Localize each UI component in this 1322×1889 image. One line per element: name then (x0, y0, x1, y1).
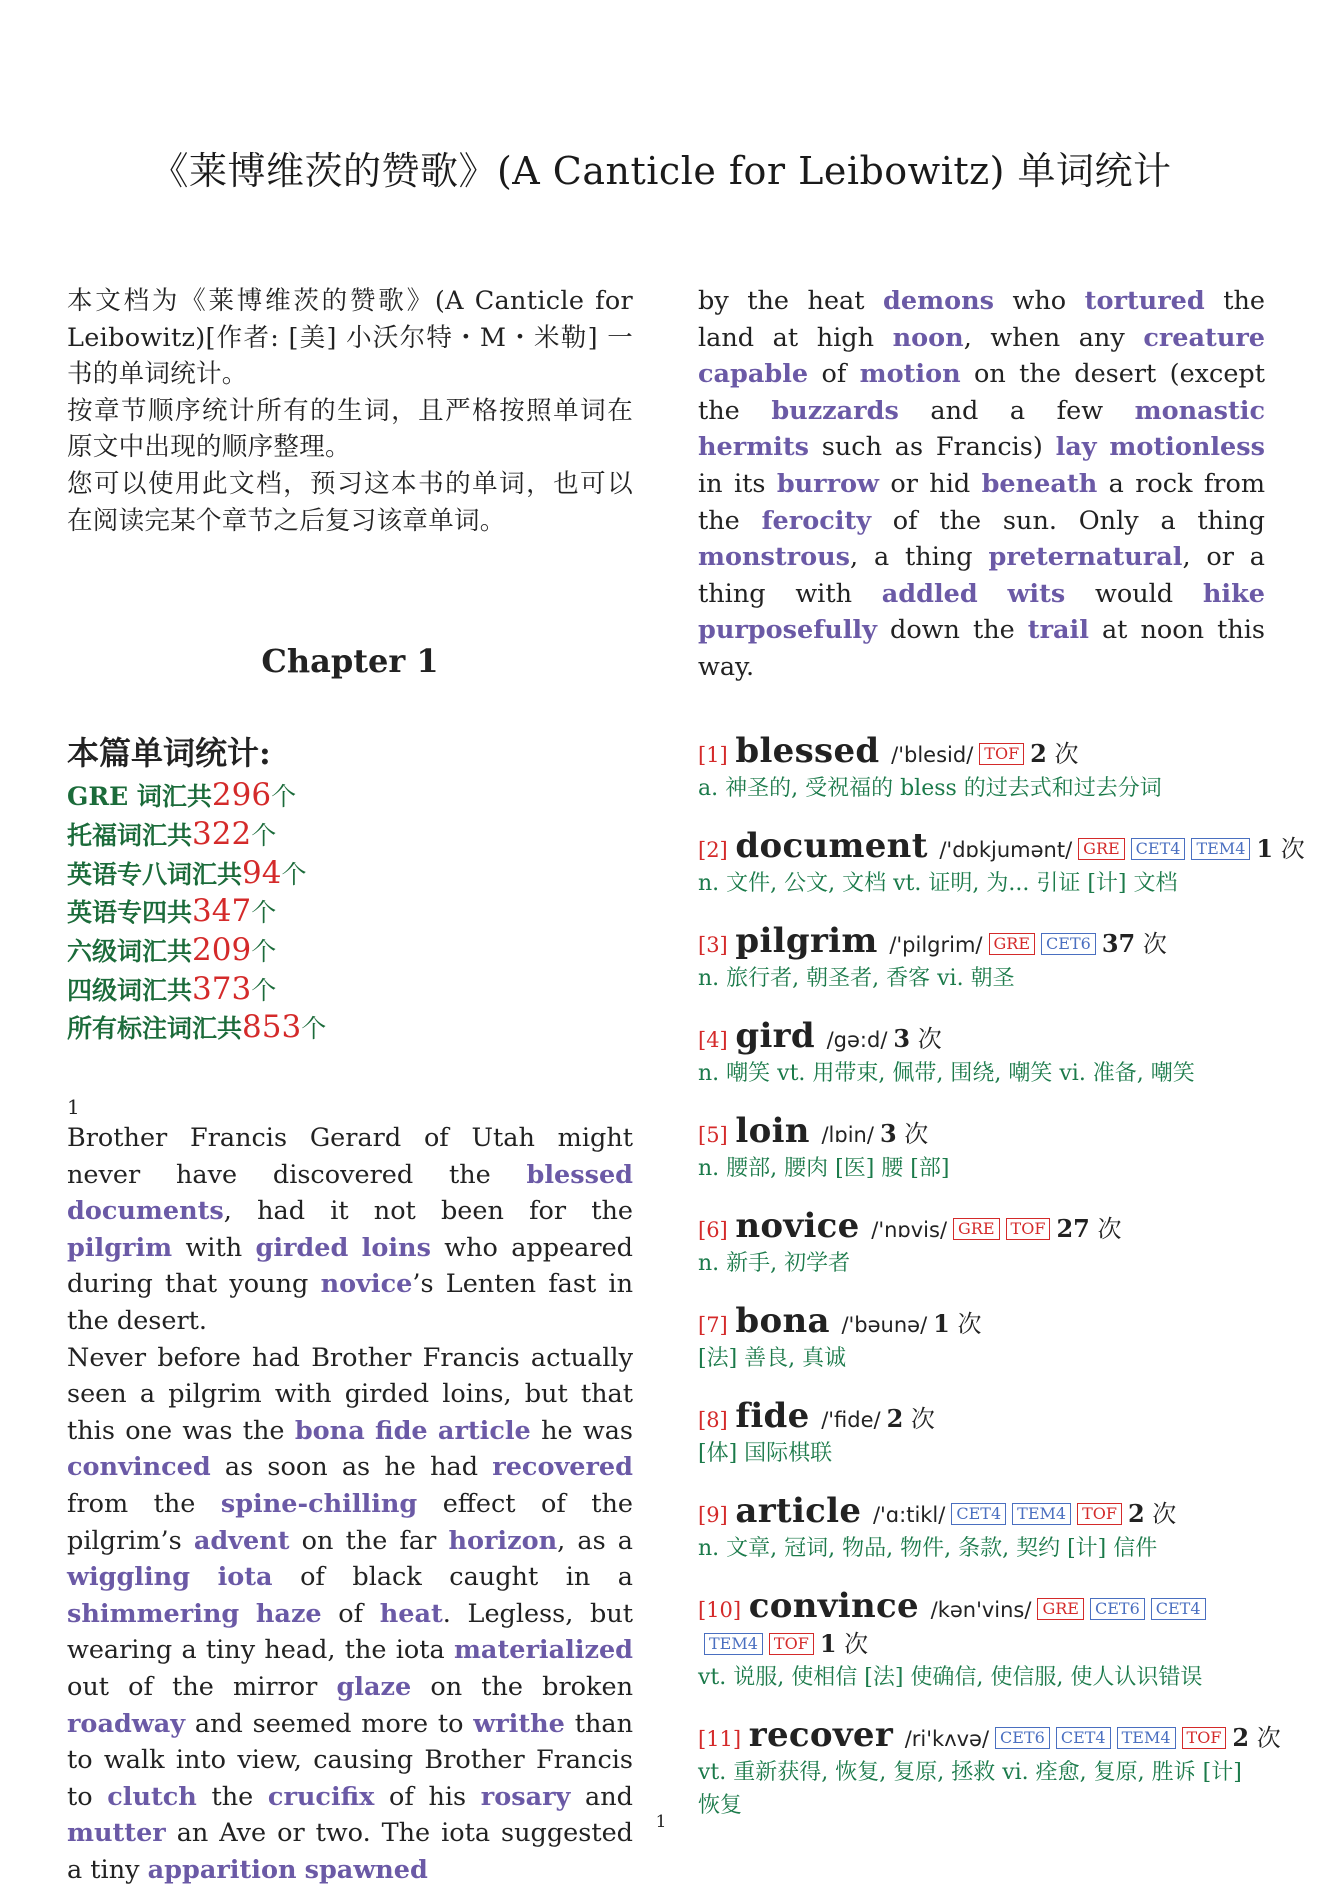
highlighted-word: shimmering (67, 1598, 240, 1629)
vocab-word: document (735, 825, 928, 866)
vocab-count: 27 (1056, 1213, 1090, 1243)
vocab-count: 37 (1101, 928, 1136, 958)
highlighted-word: writhe (473, 1708, 565, 1739)
vocab-entry (698, 1395, 1265, 1470)
paragraph-number: 1 (67, 1095, 80, 1120)
vocab-definition: n. 旅行者, 朝圣者, 香客 vi. 朝圣 (698, 965, 1015, 991)
vocab-definition: [体] 国际棋联 (698, 1440, 833, 1466)
highlighted-word: creature (1143, 322, 1266, 353)
stat-count: 209 (192, 931, 252, 968)
stat-count: 373 (192, 970, 252, 1007)
exam-tag: TEM4 (1117, 1727, 1176, 1749)
vocab-frequency: 1 次 (933, 1308, 982, 1338)
vocab-word: fide (735, 1395, 810, 1436)
stat-line (67, 893, 633, 932)
page-number: 1 (655, 1812, 667, 1832)
vocab-frequency: 37 次 (1101, 928, 1167, 958)
highlighted-word: monstrous (698, 542, 851, 573)
vocab-frequency: 1 次 (1256, 833, 1305, 863)
vocab-frequency: 2 次 (1127, 1498, 1177, 1528)
vocab-definition: n. 文章, 冠词, 物品, 物件, 条款, 契约 [计] 信件 (698, 1535, 1158, 1561)
document-title: 《莱博维茨的赞歌》(A Canticle for Leibowitz) 单词统计 (150, 149, 1172, 193)
exam-tag: GRE (953, 1218, 1000, 1240)
exam-tag: CET4 (951, 1503, 1006, 1525)
highlighted-word: iota (217, 1562, 273, 1593)
chapter-heading: Chapter 1 (261, 642, 439, 681)
highlighted-word: recovered (492, 1452, 633, 1483)
vocab-index: [7] (698, 1312, 728, 1337)
left-column (67, 283, 633, 1889)
highlighted-word: materialized (453, 1635, 633, 1666)
intro-line: 本文档为《莱博维茨的赞歌》(A Canticle for Leibowitz)[作者: [美] 小沃尔特・M・米勒] 一书的单词统计。 (67, 286, 633, 390)
highlighted-word: wiggling (67, 1562, 191, 1593)
highlighted-word: mutter (67, 1818, 166, 1849)
stats-list (67, 777, 633, 1048)
highlighted-word: beneath (981, 468, 1098, 499)
stat-label: 英语专四共 (67, 898, 193, 928)
exam-tag: TOF (979, 743, 1024, 765)
vocab-word: pilgrim (735, 920, 878, 961)
stat-unit: 个 (281, 859, 307, 889)
exam-tag: TEM4 (1012, 1503, 1071, 1525)
vocab-phonetic: /'bəunə/ (841, 1312, 928, 1337)
vocab-head (698, 1714, 1281, 1756)
vocab-phonetic: /'ɑ:tikl/ (872, 1502, 946, 1527)
vocab-frequency: 2 次 (1030, 738, 1079, 768)
vocab-frequency: 3 次 (879, 1118, 929, 1148)
intro-block (67, 283, 633, 539)
vocab-count: 2 (1030, 738, 1047, 768)
story-text-right: by the heat demons who tortured the land at high noon, when any creature capable of motion on the desert (except the buzzards and a few monastic hermits such as Francis) lay motionless in its burrow or hid beneath a rock from the ferocity of the sun. Only a thing monstrous, a thing preternatural, or a thing with addled wits would hike purposefully down the trail at noon this way. (698, 286, 1266, 682)
vocab-index: [6] (698, 1217, 728, 1242)
exam-tag: CET4 (1151, 1598, 1206, 1620)
highlighted-word: advent (193, 1525, 290, 1556)
intro-line: 您可以使用此文档，预习这本书的单词，也可以在阅读完某个章节之后复习该章单词。 (67, 468, 633, 536)
exam-tag: CET4 (1131, 838, 1186, 860)
stat-unit: 个 (251, 975, 277, 1005)
vocab-definition: n. 新手, 初学者 (698, 1250, 851, 1276)
vocab-phonetic: /kən'vins/ (930, 1597, 1032, 1622)
stat-line (67, 932, 633, 971)
vocab-head (698, 825, 1305, 867)
highlighted-word: tortured (1084, 286, 1205, 316)
exam-tag: CET6 (1090, 1598, 1145, 1620)
stat-label: 六级词汇共 (67, 936, 193, 966)
highlighted-word: ferocity (761, 505, 872, 536)
vocab-count: 2 (1127, 1498, 1145, 1528)
highlighted-word: noon (892, 322, 964, 353)
highlighted-word: spine-chilling (220, 1489, 418, 1520)
highlighted-word: preternatural (988, 542, 1183, 573)
story-text-left: Brother Francis Gerard of Utah might never have discovered the blessed documents, had it not been for the pilgrim with girded loins who appeared during that young novice’s Lenten fast in the desert. Never before had Brother Francis actually seen a pilgrim with girded loins, but that this one was the bona fide article he was convinced as soon as he had recovered from the spine-chilling effect of the pilgrim’s advent on the far horizon, as a wiggling iota of black caught in a shimmering haze of heat. Legless, but wearing a tiny head, the iota materialized out of the mirror glaze on the broken roadway and seemed more to writhe than to walk into view, causing Brother Francis to clutch the crucifix of his rosary and mutter an Ave or two. The iota suggested a tiny apparition spawned (67, 1123, 634, 1885)
vocab-entry (698, 730, 1265, 805)
vocab-entry (698, 1490, 1265, 1565)
vocab-phonetic: /'nɒvis/ (871, 1217, 948, 1242)
vocab-word: blessed (735, 730, 880, 771)
vocab-head (698, 1395, 1265, 1437)
highlighted-word: roadway (67, 1708, 186, 1739)
highlighted-word: capable (698, 359, 809, 390)
stat-line (67, 816, 633, 855)
word-stats (67, 733, 633, 1048)
vocab-count: 1 (1256, 833, 1274, 863)
vocab-count: 2 (1232, 1722, 1250, 1752)
vocab-count: 3 (879, 1118, 897, 1148)
right-column (698, 283, 1305, 1846)
vocab-count: 3 (893, 1023, 911, 1053)
exam-tag: GRE (1078, 838, 1125, 860)
highlighted-word: lay (1055, 432, 1097, 463)
stat-count: 94 (242, 854, 282, 891)
vocab-head (698, 1585, 1265, 1661)
exam-tag: TOF (769, 1633, 814, 1655)
vocab-index: [10] (698, 1597, 742, 1622)
vocab-index: [2] (698, 837, 728, 862)
vocab-phonetic: /lɒin/ (821, 1122, 874, 1147)
highlighted-word: hermits (698, 432, 810, 463)
vocab-entry (698, 1300, 1265, 1375)
vocab-phonetic: /gə:d/ (826, 1027, 888, 1052)
vocab-word: novice (735, 1205, 860, 1246)
exam-tag: TOF (1182, 1727, 1227, 1749)
vocab-head (698, 730, 1265, 772)
vocab-head (698, 1015, 1265, 1057)
highlighted-word: buzzards (771, 395, 899, 426)
vocab-definition: a. 神圣的, 受祝福的 bless 的过去式和过去分词 (698, 775, 1162, 801)
stats-heading: 本篇单词统计: (67, 734, 271, 773)
stat-line (67, 1009, 633, 1048)
exam-tag: GRE (989, 933, 1036, 955)
vocab-entry (698, 1714, 1281, 1822)
highlighted-word: documents (67, 1196, 224, 1227)
highlighted-word: article (437, 1415, 531, 1446)
vocab-head (698, 1110, 1265, 1152)
vocab-head (698, 1300, 1265, 1342)
vocab-phonetic: /'pilgrim/ (889, 932, 983, 957)
highlighted-word: pilgrim (67, 1232, 173, 1263)
vocab-count: 2 (886, 1403, 904, 1433)
exam-tag: CET6 (1041, 933, 1096, 955)
highlighted-word: burrow (776, 468, 880, 499)
stat-unit: 个 (301, 1014, 327, 1044)
vocab-word: gird (735, 1015, 815, 1056)
highlighted-word: blessed (526, 1159, 633, 1190)
highlighted-word: haze (255, 1598, 322, 1629)
vocab-definition: n. 腰部, 腰肉 [医] 腰 [部] (698, 1155, 950, 1181)
vocab-word: recover (748, 1714, 894, 1755)
stat-unit: 个 (271, 782, 297, 812)
highlighted-word: addled (881, 578, 978, 609)
vocab-frequency: 3 次 (893, 1023, 942, 1053)
vocab-phonetic: /'fide/ (821, 1407, 881, 1432)
stat-label: 四级词汇共 (67, 975, 193, 1005)
exam-tag: GRE (1037, 1598, 1084, 1620)
stat-label: 英语专八词汇共 (67, 859, 243, 889)
vocab-index: [1] (698, 742, 728, 767)
vocab-index: [9] (698, 1502, 728, 1527)
highlighted-word: loins (361, 1232, 431, 1263)
highlighted-word: trail (1027, 615, 1089, 646)
stat-count: 296 (211, 777, 272, 814)
exam-tag: TOF (1006, 1218, 1051, 1240)
highlighted-word: glaze (336, 1671, 412, 1702)
vocab-phonetic: /'blesid/ (891, 742, 974, 767)
vocab-word: article (735, 1490, 862, 1531)
exam-tag: CET4 (1056, 1727, 1111, 1749)
highlighted-word: monastic (1134, 395, 1265, 426)
vocab-frequency: 27 次 (1056, 1213, 1122, 1243)
vocab-phonetic: /'dɒkjumənt/ (939, 837, 1073, 862)
highlighted-word: clutch (107, 1781, 197, 1812)
vocab-entry (698, 1205, 1265, 1280)
vocab-definition: n. 嘲笑 vt. 用带束, 佩带, 围绕, 嘲笑 vi. 准备, 嘲笑 (698, 1060, 1195, 1086)
stat-line (67, 855, 633, 894)
highlighted-word: apparition (147, 1854, 297, 1885)
vocab-entry (698, 920, 1265, 995)
vocab-head (698, 1205, 1265, 1247)
vocab-word: convince (748, 1585, 919, 1626)
stat-unit: 个 (251, 898, 277, 928)
highlighted-word: hike (1202, 578, 1266, 609)
stat-label: 所有标注词汇共 (67, 1014, 243, 1044)
vocab-index: [4] (698, 1027, 728, 1052)
vocab-index: [3] (698, 932, 728, 957)
highlighted-word: horizon (448, 1525, 558, 1556)
vocab-head (698, 1490, 1265, 1532)
vocab-entry (698, 1015, 1265, 1090)
vocab-index: [8] (698, 1407, 728, 1432)
stat-unit: 个 (251, 820, 277, 850)
highlighted-word: girded (255, 1232, 349, 1263)
vocab-index: [11] (698, 1726, 742, 1751)
vocab-word: loin (735, 1110, 810, 1151)
stat-count: 853 (242, 1009, 302, 1046)
highlighted-word: bona (294, 1415, 365, 1446)
stat-label: GRE 词汇共 (67, 782, 212, 812)
highlighted-word: heat (379, 1598, 443, 1629)
vocab-definition: [法] 善良, 真诚 (698, 1345, 847, 1371)
intro-line: 按章节顺序统计所有的生词，且严格按照单词在原文中出现的顺序整理。 (67, 395, 633, 463)
stat-line (67, 777, 633, 816)
highlighted-word: convinced (67, 1452, 211, 1483)
vocab-definition: vt. 说服, 使相信 [法] 使确信, 使信服, 使人认识错误 (698, 1664, 1203, 1690)
vocab-entry (698, 1110, 1265, 1185)
exam-tag: CET6 (995, 1727, 1050, 1749)
highlighted-word: demons (883, 286, 994, 316)
highlighted-word: crucifix (267, 1781, 375, 1812)
vocab-count: 1 (819, 1628, 837, 1658)
vocabulary-list (698, 730, 1305, 1822)
stat-count: 347 (192, 893, 252, 930)
vocab-definition: n. 文件, 公文, 文档 vt. 证明, 为... 引证 [计] 文档 (698, 870, 1178, 896)
vocab-count: 1 (933, 1308, 950, 1338)
exam-tag: TOF (1077, 1503, 1122, 1525)
highlighted-word: motionless (1109, 432, 1265, 463)
vocab-frequency: 1 次 (819, 1628, 869, 1658)
vocab-definition: vt. 重新获得, 恢复, 复原, 拯救 vi. 痊愈, 复原, 胜诉 [计] 恢复 (698, 1759, 1242, 1818)
vocab-index: [5] (698, 1122, 728, 1147)
vocab-frequency: 2 次 (886, 1403, 935, 1433)
stat-line (67, 971, 633, 1010)
highlighted-word: wits (1007, 578, 1066, 609)
vocab-head (698, 920, 1265, 962)
vocab-entry (698, 825, 1305, 900)
stat-unit: 个 (251, 936, 277, 966)
highlighted-word: purposefully (698, 615, 877, 646)
highlighted-word: rosary (480, 1781, 571, 1812)
highlighted-word: spawned (304, 1854, 428, 1885)
highlighted-word: motion (859, 359, 961, 390)
vocab-word: bona (735, 1300, 830, 1341)
highlighted-word: novice (320, 1269, 413, 1300)
stat-count: 322 (192, 815, 252, 852)
vocab-entry (698, 1585, 1265, 1694)
vocab-frequency: 2 次 (1232, 1722, 1281, 1752)
vocab-phonetic: /ri'kʌvə/ (904, 1726, 990, 1751)
exam-tag: TEM4 (704, 1633, 763, 1655)
stat-label: 托福词汇共 (67, 820, 193, 850)
exam-tag: TEM4 (1191, 838, 1250, 860)
highlighted-word: fide (375, 1415, 428, 1446)
